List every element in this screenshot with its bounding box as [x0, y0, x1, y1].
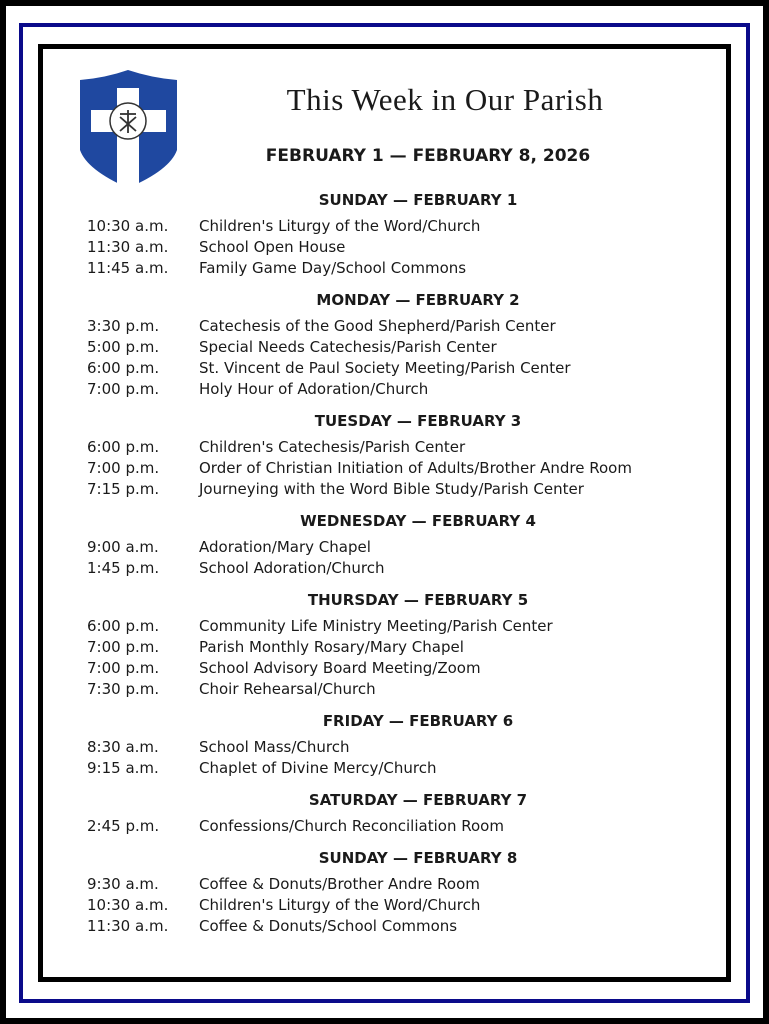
event-description: Holy Hour of Adoration/Church	[199, 380, 429, 398]
day-heading: SUNDAY — FEBRUARY 1	[318, 191, 518, 209]
event-description: School Mass/Church	[199, 738, 350, 756]
event-time: 7:00 p.m.	[87, 459, 160, 477]
event-row	[86, 816, 686, 837]
event-time: 5:00 p.m.	[87, 338, 160, 356]
event-row	[86, 616, 686, 637]
page-title: This Week in Our Parish	[286, 82, 604, 117]
event-time: 7:30 p.m.	[87, 680, 160, 698]
event-row	[86, 874, 686, 895]
event-description: St. Vincent de Paul Society Meeting/Parish Center	[199, 359, 571, 377]
event-row	[86, 916, 686, 937]
event-row	[86, 679, 686, 700]
event-description: Community Life Ministry Meeting/Parish Center	[199, 617, 553, 635]
event-row	[86, 758, 686, 779]
event-description: School Adoration/Church	[199, 559, 385, 577]
parish-shield-logo-icon	[80, 70, 177, 188]
event-row	[86, 658, 686, 679]
event-time: 11:45 a.m.	[87, 259, 169, 277]
schedule	[86, 190, 686, 937]
event-time: 9:00 a.m.	[87, 538, 159, 556]
event-row	[86, 737, 686, 758]
event-description: Order of Christian Initiation of Adults/Brother Andre Room	[199, 459, 632, 477]
event-time: 10:30 a.m.	[87, 217, 169, 235]
event-row	[86, 379, 686, 400]
day-heading: SATURDAY — FEBRUARY 7	[308, 791, 528, 809]
event-row	[86, 537, 686, 558]
event-description: Children's Liturgy of the Word/Church	[199, 896, 481, 914]
day-heading: MONDAY — FEBRUARY 2	[316, 291, 520, 309]
event-description: Catechesis of the Good Shepherd/Parish Center	[199, 317, 556, 335]
event-description: Choir Rehearsal/Church	[199, 680, 376, 698]
event-description: Coffee & Donuts/School Commons	[199, 917, 458, 935]
day-heading: WEDNESDAY — FEBRUARY 4	[300, 512, 536, 530]
event-time: 7:15 p.m.	[87, 480, 160, 498]
date-range: FEBRUARY 1 — FEBRUARY 8, 2026	[265, 146, 591, 166]
event-row	[86, 895, 686, 916]
event-time: 8:30 a.m.	[87, 738, 159, 756]
day-heading: THURSDAY — FEBRUARY 5	[307, 591, 529, 609]
event-description: School Open House	[199, 238, 346, 256]
event-row	[86, 258, 686, 279]
event-time: 9:15 a.m.	[87, 759, 159, 777]
event-time: 1:45 p.m.	[87, 559, 160, 577]
event-time: 7:00 p.m.	[87, 659, 160, 677]
event-description: Adoration/Mary Chapel	[199, 538, 371, 556]
event-row	[86, 437, 686, 458]
event-description: Children's Catechesis/Parish Center	[199, 438, 466, 456]
event-time: 10:30 a.m.	[87, 896, 169, 914]
event-time: 7:00 p.m.	[87, 380, 160, 398]
event-time: 9:30 a.m.	[87, 875, 159, 893]
event-description: Coffee & Donuts/Brother Andre Room	[199, 875, 480, 893]
event-time: 11:30 a.m.	[87, 238, 169, 256]
event-row	[86, 637, 686, 658]
event-row	[86, 337, 686, 358]
event-description: Family Game Day/School Commons	[199, 259, 467, 277]
event-description: Special Needs Catechesis/Parish Center	[199, 338, 497, 356]
event-time: 6:00 p.m.	[87, 359, 160, 377]
event-row	[86, 316, 686, 337]
event-row	[86, 216, 686, 237]
event-row	[86, 458, 686, 479]
event-row	[86, 358, 686, 379]
event-time: 2:45 p.m.	[87, 817, 160, 835]
event-description: Parish Monthly Rosary/Mary Chapel	[199, 638, 464, 656]
event-description: School Advisory Board Meeting/Zoom	[199, 659, 481, 677]
event-row	[86, 479, 686, 500]
event-time: 11:30 a.m.	[87, 917, 169, 935]
event-time: 7:00 p.m.	[87, 638, 160, 656]
day-heading: TUESDAY — FEBRUARY 3	[314, 412, 522, 430]
event-row	[86, 237, 686, 258]
day-heading: SUNDAY — FEBRUARY 8	[318, 849, 518, 867]
day-heading: FRIDAY — FEBRUARY 6	[322, 712, 514, 730]
event-time: 6:00 p.m.	[87, 438, 160, 456]
event-description: Journeying with the Word Bible Study/Parish Center	[199, 480, 584, 498]
event-description: Chaplet of Divine Mercy/Church	[199, 759, 437, 777]
event-row	[86, 558, 686, 579]
event-time: 3:30 p.m.	[87, 317, 160, 335]
event-description: Confessions/Church Reconciliation Room	[199, 817, 504, 835]
event-time: 6:00 p.m.	[87, 617, 160, 635]
event-description: Children's Liturgy of the Word/Church	[199, 217, 481, 235]
